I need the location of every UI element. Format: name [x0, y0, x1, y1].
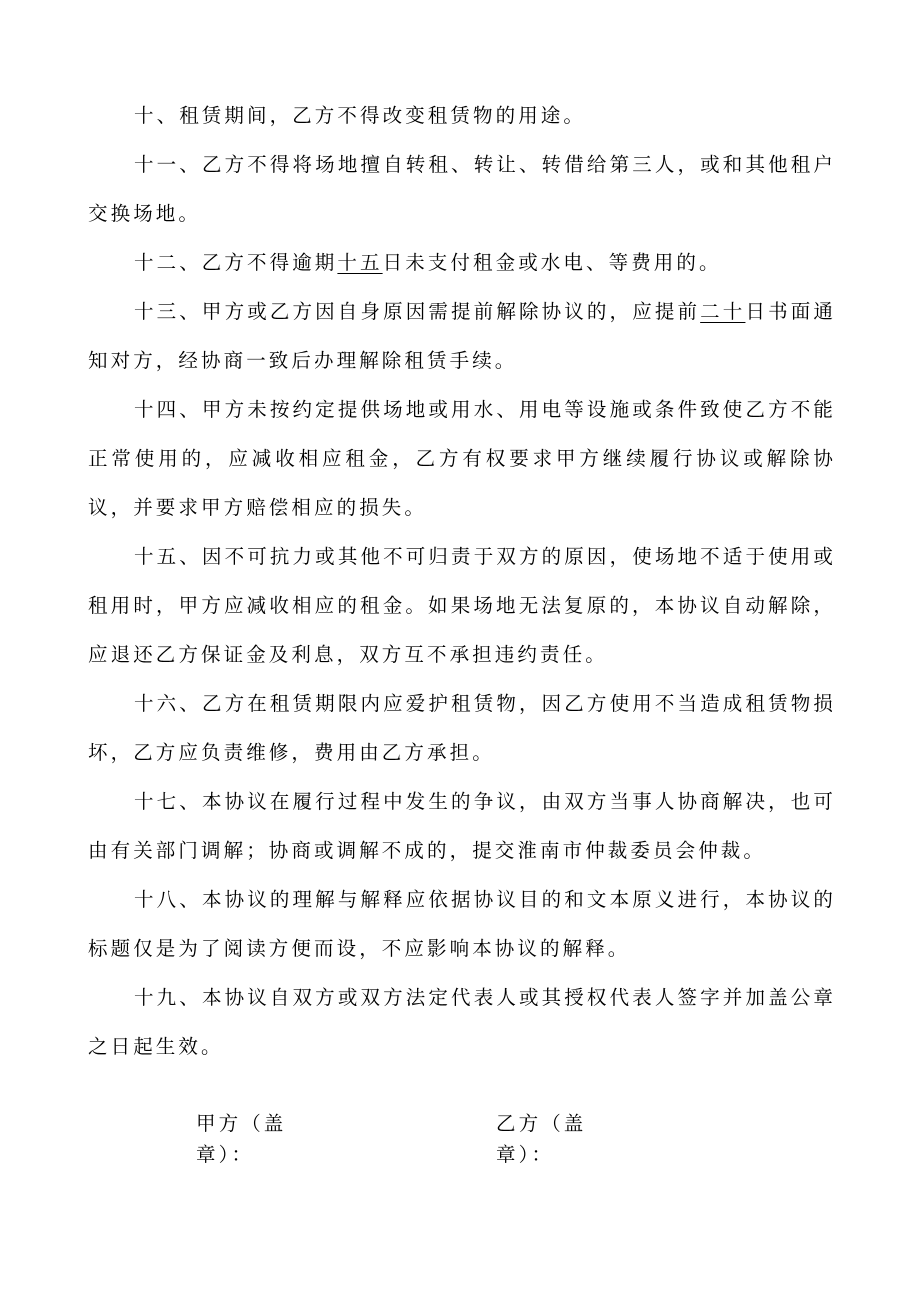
clause-19: 十九、本协议自双方或双方法定代表人或其授权代表人签字并加盖公章之日起生效。 [88, 986, 836, 1058]
clause-13-text-end: 日书面通知对方，经协商一致后办理解除租赁手续。 [88, 300, 836, 372]
clause-10: 十、租赁期间，乙方不得改变租赁物的用途。 [134, 104, 587, 127]
clause-13 [88, 287, 836, 385]
clause-16: 十六、乙方在租赁期限内应爱护租赁物，因乙方使用不当造成租赁物损坏，乙方应负责维修，费用由乙方承担。 [88, 692, 836, 764]
clause-12-text-end: 日未支付租金或水电、等费用的。 [382, 251, 722, 274]
clause-15: 十五、因不可抗力或其他不可归责于双方的原因，使场地不适于使用或租用时，甲方应减收相应的租金。如果场地无法复原的，本协议自动解除，应退还乙方保证金及利息，双方互不承担违约责任。 [88, 545, 836, 666]
clause-list [88, 91, 836, 1071]
clause-12-text-start: 十二、乙方不得逾期 [134, 251, 338, 274]
clause-18: 十八、本协议的理解与解释应依据协议目的和文本原义进行，本协议的标题仅是为了阅读方便而设，不应影响本协议的解释。 [88, 888, 836, 960]
party-a-signature: 甲方（盖章）： [196, 1112, 287, 1166]
party-b-signature: 乙方（盖章）： [496, 1112, 587, 1166]
clause-12 [88, 238, 836, 287]
clause-13-text-start: 十三、甲方或乙方因自身原因需提前解除协议的，应提前 [134, 300, 701, 323]
clause-14: 十四、甲方未按约定提供场地或用水、用电等设施或条件致使乙方不能正常使用的，应减收相应租金，乙方有权要求甲方继续履行协议或解除协议，并要求甲方赔偿相应的损失。 [88, 398, 836, 519]
clause-11: 十一、乙方不得将场地擅自转租、转让、转借给第三人，或和其他租户交换场地。 [88, 153, 836, 225]
notice-days-blank: 二十 [700, 300, 746, 323]
overdue-days-blank: 十五 [337, 251, 383, 274]
clause-17: 十七、本协议在履行过程中发生的争议，由双方当事人协商解决，也可由有关部门调解；协商或调解不成的，提交淮南市仲裁委员会仲裁。 [88, 790, 836, 862]
